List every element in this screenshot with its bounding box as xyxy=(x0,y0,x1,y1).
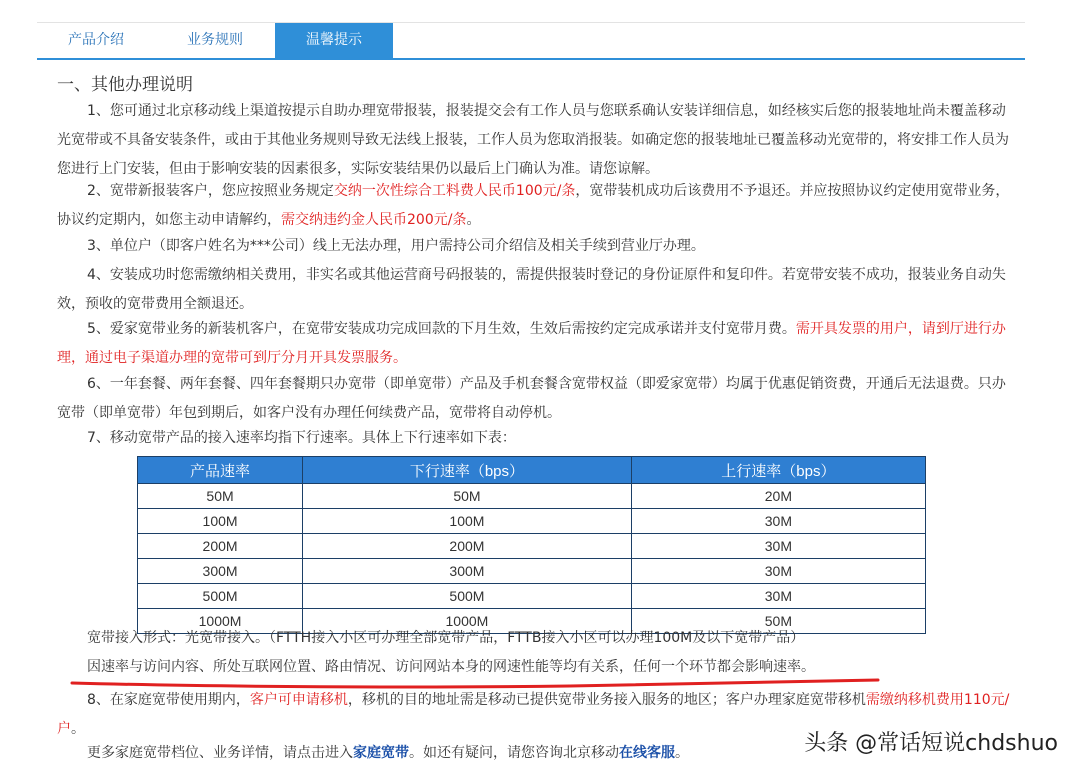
table-cell: 200M xyxy=(138,534,303,559)
paragraph-7: 7、移动宽带产品的接入速率均指下行速率。具体上下行速率如下表： xyxy=(87,430,516,446)
p5-text-a: 5、爱家宽带业务的新装机客户，在宽带安装成功完成回款的下月生效，生效后需按约定完成承诺并支付宽带月费。 xyxy=(87,321,796,337)
table-cell: 300M xyxy=(303,559,632,584)
p8-text-a: 8、在家庭宽带使用期内， xyxy=(87,692,250,708)
p8-text-e: 。 xyxy=(71,721,85,737)
header-downlink-rate: 下行速率（bps） xyxy=(303,457,632,484)
table-row xyxy=(138,509,926,534)
watermark: 头条 @常话短说chdshuo xyxy=(804,731,1058,756)
rate-table-header-row xyxy=(138,457,926,484)
tab-business-rules[interactable]: 业务规则 xyxy=(187,32,243,48)
table-row xyxy=(138,484,926,509)
section-title: 一、其他办理说明 xyxy=(57,75,193,95)
tab-bar xyxy=(37,23,1025,60)
table-cell: 50M xyxy=(138,484,303,509)
table-cell: 50M xyxy=(631,609,925,634)
p8-text-c: ，移机的目的地址需是移动已提供宽带业务接入服务的地区；客户办理家庭宽带移机 xyxy=(347,692,866,708)
table-cell: 500M xyxy=(138,584,303,609)
paragraph-2 xyxy=(57,177,1015,235)
access-form-note: 宽带接入形式：光宽带接入。（FTTH接入小区可办理全部宽带产品，FTTB接入小区可以办理100M及以下宽带产品） xyxy=(87,630,805,646)
p2-penalty-highlight: 需交纳违约金人民币200元/条 xyxy=(281,212,467,228)
table-cell: 100M xyxy=(303,509,632,534)
table-cell: 1000M xyxy=(138,609,303,634)
paragraph-1: 1、您可通过北京移动线上渠道按提示自助办理宽带报装，报装提交会有工作人员与您联系确认安装详细信息，如经核实后您的报装地址尚未覆盖移动光宽带或不具备安装条件，或由于其他业务规则导致无法线上报装，工作人员为您取消报装。如确定您的报装地址已覆盖移动光宽带的，将安排工作人员为您进行上门安装，但由于影响安装的因素很多，实际安装结果仍以最后上门确认为准。请您谅解。 xyxy=(57,103,1009,177)
more-text-a: 更多家庭宽带档位、业务详情，请点击进入 xyxy=(87,745,353,761)
p2-text-e: 。 xyxy=(466,212,481,228)
p2-fee-highlight: 交纳一次性综合工料费人民币100元/条 xyxy=(333,183,576,199)
more-text-b: 。如还有疑问，请您咨询北京移动 xyxy=(409,745,619,761)
paragraph-4: 4、安装成功时您需缴纳相关费用，非实名或其他运营商号码报装的，需提供报装时登记的身份证原件和复印件。若宽带安装不成功，报装业务自动失效，预收的宽带费用全额退还。 xyxy=(57,267,1006,312)
table-row xyxy=(138,534,926,559)
p5-invoice-highlight: 需开具发票的用户，请到厅进行办理，通过电子渠道办理的宽带可到厅分月开具发票服务。 xyxy=(57,321,1006,366)
table-cell: 50M xyxy=(303,484,632,509)
header-product-rate: 产品速率 xyxy=(138,457,303,484)
home-broadband-link[interactable]: 家庭宽带 xyxy=(353,745,409,761)
more-text-c: 。 xyxy=(675,745,689,761)
header-uplink-rate: 上行速率（bps） xyxy=(631,457,925,484)
table-cell: 1000M xyxy=(303,609,632,634)
tab-tips[interactable]: 温馨提示 xyxy=(275,23,393,58)
rate-table xyxy=(137,456,926,634)
p2-text-a: 2、宽带新报装客户，您应按照业务规定 xyxy=(87,183,334,199)
table-cell: 30M xyxy=(631,584,925,609)
table-row xyxy=(138,559,926,584)
table-cell: 500M xyxy=(303,584,632,609)
table-cell: 200M xyxy=(303,534,632,559)
paragraph-6: 6、一年套餐、两年套餐、四年套餐期只办宽带（即单宽带）产品及手机套餐含宽带权益（即爱家宽带）均属于优惠促销资费，开通后无法退费。只办宽带（即单宽带）年包到期后，如客户没有办理任何续费产品，宽带将自动停机。 xyxy=(57,376,1006,421)
table-cell: 20M xyxy=(631,484,925,509)
p8-relocation-highlight: 客户可申请移机 xyxy=(249,692,348,708)
more-info xyxy=(57,739,737,768)
tab-product-intro[interactable]: 产品介绍 xyxy=(68,32,124,48)
paragraph-5 xyxy=(57,315,1015,373)
p8-fee-highlight: 需缴纳移机费用110元/户 xyxy=(57,692,1010,737)
table-cell: 30M xyxy=(631,509,925,534)
table-cell: 30M xyxy=(631,559,925,584)
table-row xyxy=(138,584,926,609)
p2-text-c: ，宽带装机成功后该费用不予退还。并应按照协议约定使用宽带业务，协议约定期内，如您主动申请解约， xyxy=(57,183,1010,228)
paragraph-3: 3、单位户（即客户姓名为***公司）线上无法办理，用户需持公司介绍信及相关手续到营业厅办理。 xyxy=(87,238,705,254)
table-cell: 30M xyxy=(631,534,925,559)
online-service-link[interactable]: 在线客服 xyxy=(619,745,675,761)
speed-note: 因速率与访问内容、所处互联网位置、路由情况、访问网站本身的网速性能等均有关系，任何一个环节都会影响速率。 xyxy=(87,659,815,675)
table-cell: 300M xyxy=(138,559,303,584)
table-cell: 100M xyxy=(138,509,303,534)
